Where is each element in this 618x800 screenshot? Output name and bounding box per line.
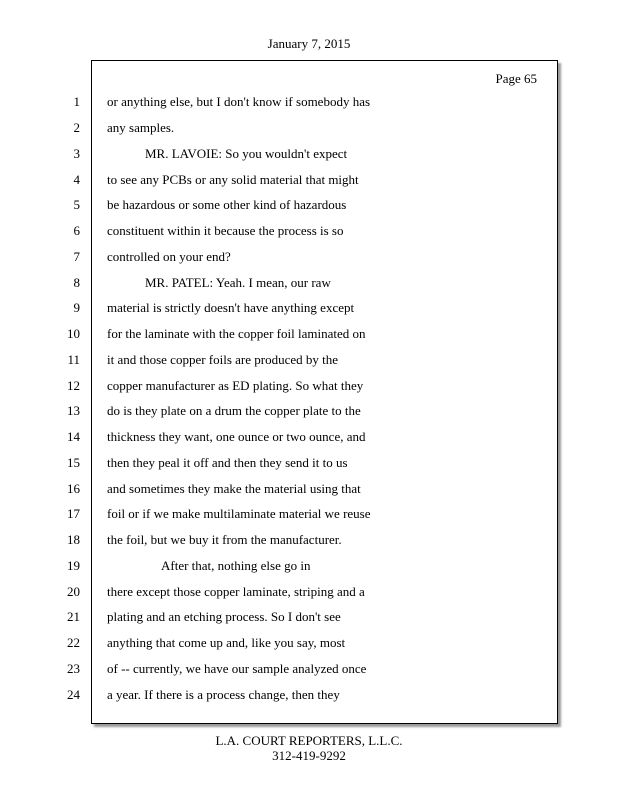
transcript-line: for the laminate with the copper foil laminated on [107, 326, 366, 341]
transcript-line: constituent within it because the process is so [107, 223, 344, 238]
line-number: 1 [73, 94, 80, 109]
line-number: 23 [67, 661, 80, 676]
line-number: 15 [67, 455, 80, 470]
line-number: 8 [73, 275, 80, 290]
transcript-line: controlled on your end? [107, 249, 231, 264]
transcript-line: anything that come up and, like you say, most [107, 635, 346, 650]
line-number: 2 [73, 120, 80, 135]
transcript-line: then they peal it off and then they send it to us [107, 455, 348, 470]
transcript-line: After that, nothing else go in [161, 558, 311, 573]
transcript-line: to see any PCBs or any solid material that might [107, 172, 359, 187]
line-number: 24 [67, 687, 80, 702]
transcript-line: there except those copper laminate, striping and a [107, 584, 365, 599]
transcript-line: of -- currently, we have our sample analyzed once [107, 661, 367, 676]
line-number: 13 [67, 403, 80, 418]
transcript-line: a year. If there is a process change, then they [107, 687, 340, 702]
line-number: 12 [67, 378, 80, 393]
footer-company: L.A. COURT REPORTERS, L.L.C. [215, 733, 403, 748]
transcript-line: foil or if we make multilaminate material we reuse [107, 506, 371, 521]
transcript-line: copper manufacturer as ED plating. So what they [107, 378, 364, 393]
line-number: 3 [73, 146, 80, 161]
line-number: 20 [67, 584, 80, 599]
line-number: 17 [67, 506, 80, 521]
line-number: 10 [67, 326, 80, 341]
line-number: 21 [67, 609, 80, 624]
line-number: 16 [67, 481, 80, 496]
line-number: 6 [73, 223, 80, 238]
transcript-line: MR. PATEL: Yeah. I mean, our raw [145, 275, 331, 290]
transcript-line: plating and an etching process. So I don't see [107, 609, 341, 624]
transcript-line: do is they plate on a drum the copper plate to the [107, 403, 361, 418]
page-number: Page 65 [495, 71, 537, 86]
footer-phone: 312-419-9292 [272, 748, 346, 763]
transcript-line: MR. LAVOIE: So you wouldn't expect [145, 146, 348, 161]
line-number: 14 [67, 429, 80, 444]
transcript-line: material is strictly doesn't have anything except [107, 300, 355, 315]
footer [0, 733, 618, 763]
line-number: 5 [73, 197, 80, 212]
transcript-line: or anything else, but I don't know if somebody has [107, 94, 371, 109]
line-number: 11 [67, 352, 80, 367]
transcript-line: the foil, but we buy it from the manufacturer. [107, 532, 342, 547]
line-number: 4 [73, 172, 80, 187]
line-number: 7 [73, 249, 80, 264]
line-number: 9 [73, 300, 80, 315]
line-number: 18 [67, 532, 80, 547]
transcript-line: it and those copper foils are produced by the [107, 352, 339, 367]
transcript-line: be hazardous or some other kind of hazardous [107, 197, 347, 212]
line-number: 19 [67, 558, 80, 573]
transcript-line: any samples. [107, 120, 175, 135]
transcript-line: thickness they want, one ounce or two ounce, and [107, 429, 366, 444]
transcript-date: January 7, 2015 [267, 36, 351, 51]
transcript-line: and sometimes they make the material using that [107, 481, 361, 496]
line-number: 22 [67, 635, 80, 650]
